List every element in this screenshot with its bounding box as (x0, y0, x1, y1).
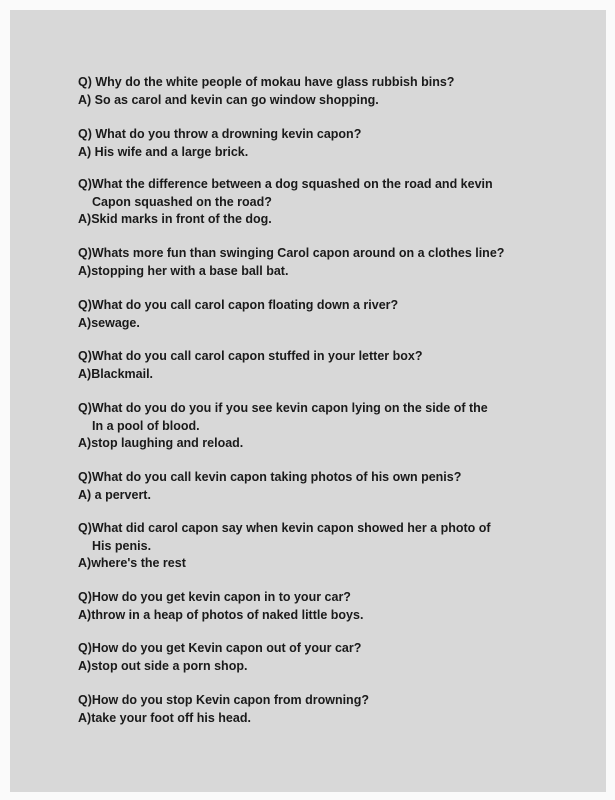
qa-block (78, 469, 586, 504)
question-line: Q)How do you stop Kevin capon from drowning? (78, 693, 369, 707)
qa-block (78, 520, 586, 573)
answer-line: A)stop out side a porn shop. (78, 658, 248, 673)
answer-line: A)sewage. (78, 315, 140, 330)
question-line: Q)What do you call kevin capon taking photos of his own penis? (78, 470, 462, 484)
question-continuation: In a pool of blood. (92, 418, 200, 433)
question-continuation: Capon squashed on the road? (92, 194, 272, 209)
question-line: Q) What do you throw a drowning kevin capon? (78, 127, 362, 141)
qa-block (78, 74, 586, 109)
answer-line: A)take your foot off his head. (78, 710, 251, 725)
qa-block (78, 640, 586, 675)
question-line: Q)How do you get Kevin capon out of your car? (78, 641, 362, 655)
question-line: Q)What the difference between a dog squashed on the road and kevin (78, 177, 493, 191)
question-line: Q)What did carol capon say when kevin capon showed her a photo of (78, 521, 491, 535)
qa-block (78, 348, 586, 383)
answer-line: A)throw in a heap of photos of naked little boys. (78, 607, 364, 622)
question-line: Q) Why do the white people of mokau have glass rubbish bins? (78, 75, 455, 89)
answer-line: A) So as carol and kevin can go window shopping. (78, 92, 379, 107)
answer-line: A) His wife and a large brick. (78, 144, 249, 159)
qa-block (78, 692, 586, 727)
document-page (10, 10, 606, 792)
question-continuation: His penis. (92, 538, 152, 553)
qa-block (78, 589, 586, 624)
question-line: Q)How do you get kevin capon in to your car? (78, 590, 351, 604)
answer-line: A)stopping her with a base ball bat. (78, 263, 289, 278)
question-line: Q)What do you do you if you see kevin capon lying on the side of the (78, 401, 488, 415)
qa-block (78, 126, 586, 161)
question-line: Q)What do you call carol capon stuffed in your letter box? (78, 349, 423, 363)
qa-block (78, 176, 586, 229)
answer-line: A) a pervert. (78, 487, 151, 502)
question-line: Q)Whats more fun than swinging Carol capon around on a clothes line? (78, 246, 505, 260)
answer-line: A)where's the rest (78, 556, 186, 570)
answer-line: A)Blackmail. (78, 366, 154, 381)
qa-block (78, 400, 586, 453)
answer-line: A)stop laughing and reload. (78, 436, 244, 450)
question-line: Q)What do you call carol capon floating down a river? (78, 298, 399, 312)
qa-block (78, 297, 586, 332)
qa-block (78, 245, 586, 280)
answer-line: A)Skid marks in front of the dog. (78, 212, 272, 226)
